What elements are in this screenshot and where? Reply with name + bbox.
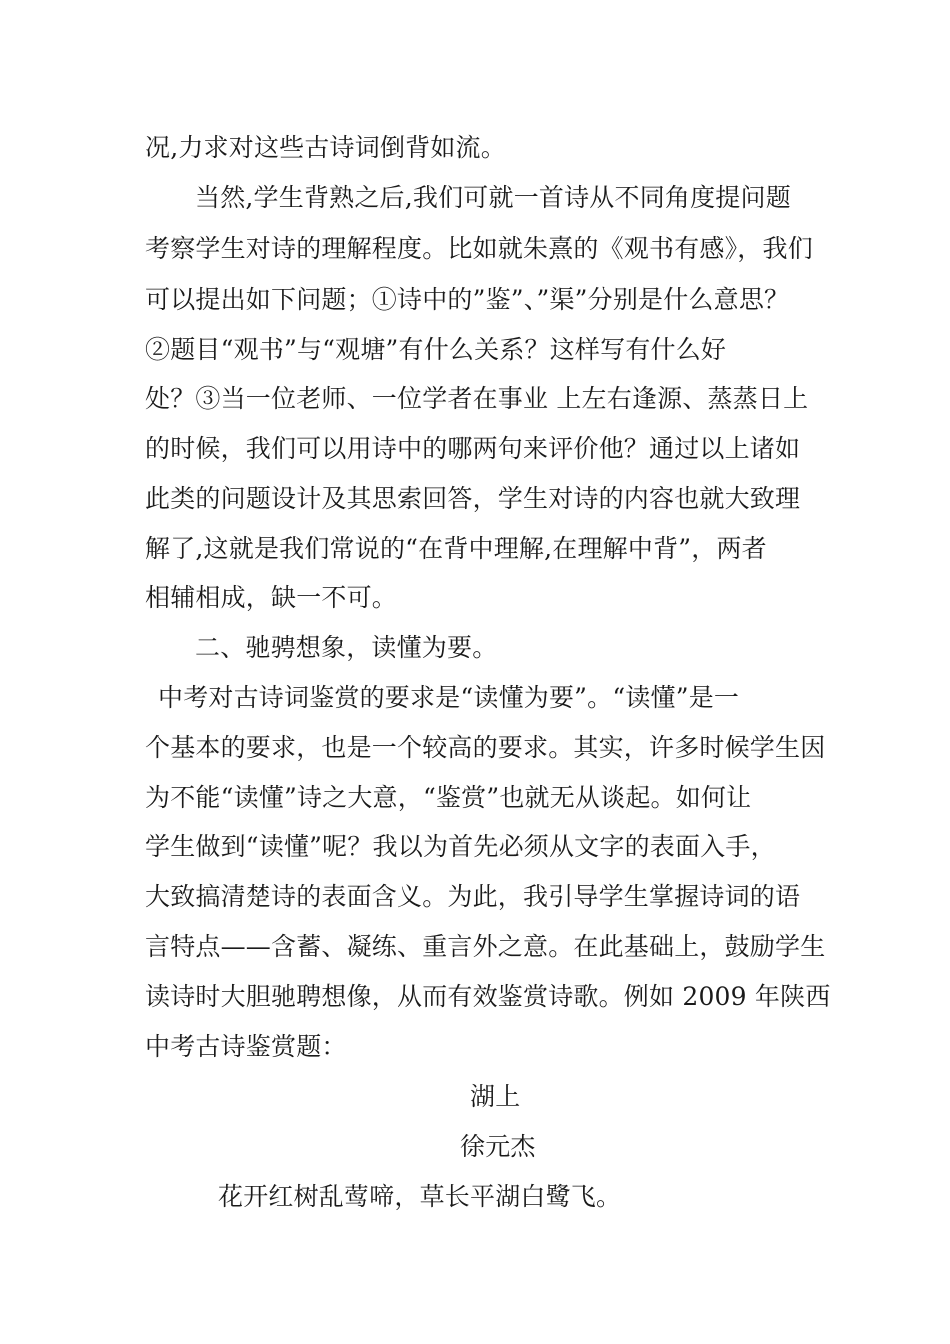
poem-line: 花开红树乱莺啼，草长平湖白鹭飞。 <box>218 1182 622 1211</box>
paragraph-line: 中考对古诗词鉴赏的要求是“读懂为要”。“读懂”是一 <box>158 683 740 712</box>
section-heading: 二、驰骋想象，读懂为要。 <box>195 633 498 662</box>
paragraph-line: 学生做到“读懂”呢？我以为首先必须从文字的表面入手， <box>145 832 776 861</box>
paragraph-line: 此类的问题设计及其思索回答，学生对诗的内容也就大致理 <box>145 484 801 513</box>
paragraph-line: 相辅相成，缺一不可。 <box>145 583 398 612</box>
paragraph-line: ②题目“观书”与“观塘”有什么关系？这样写有什么好 <box>145 335 727 364</box>
paragraph-line: 当然,学生背熟之后,我们可就一首诗从不同角度提问题 <box>195 183 791 212</box>
paragraph-line: 大致搞清楚诗的表面含义。为此，我引导学生掌握诗词的语 <box>145 882 801 911</box>
paragraph-line: 况,力求对这些古诗词倒背如流。 <box>145 133 506 162</box>
paragraph-line: 处？③当一位老师、一位学者在事业 上左右逢源、蒸蒸日上 <box>145 384 809 413</box>
paragraph-line: 为不能“读懂”诗之大意，“鉴赏”也就无从谈起。如何让 <box>145 783 752 812</box>
poem-title: 湖上 <box>470 1082 521 1111</box>
poem-author: 徐元杰 <box>460 1132 536 1161</box>
paragraph-line: 解了,这就是我们常说的“在背中理解,在理解中背”，两者 <box>145 534 767 563</box>
paragraph-line: 个基本的要求，也是一个较高的要求。其实，许多时候学生因 <box>145 733 826 762</box>
paragraph-line: 中考古诗鉴赏题： <box>145 1032 347 1061</box>
paragraph-line: 考察学生对诗的理解程度。比如就朱熹的《观书有感》，我们 <box>145 234 813 263</box>
paragraph-line: 言特点——含蓄、凝练、重言外之意。在此基础上，鼓励学生 <box>145 932 826 961</box>
paragraph-line: 可以提出如下问题；①诗中的”鉴”、”渠”分别是什么意思？ <box>145 285 790 314</box>
paragraph-line: 读诗时大胆驰聘想像，从而有效鉴赏诗歌。例如 2009 年陕西 <box>145 982 831 1011</box>
paragraph-line: 的时候，我们可以用诗中的哪两句来评价他？通过以上诸如 <box>145 434 801 463</box>
